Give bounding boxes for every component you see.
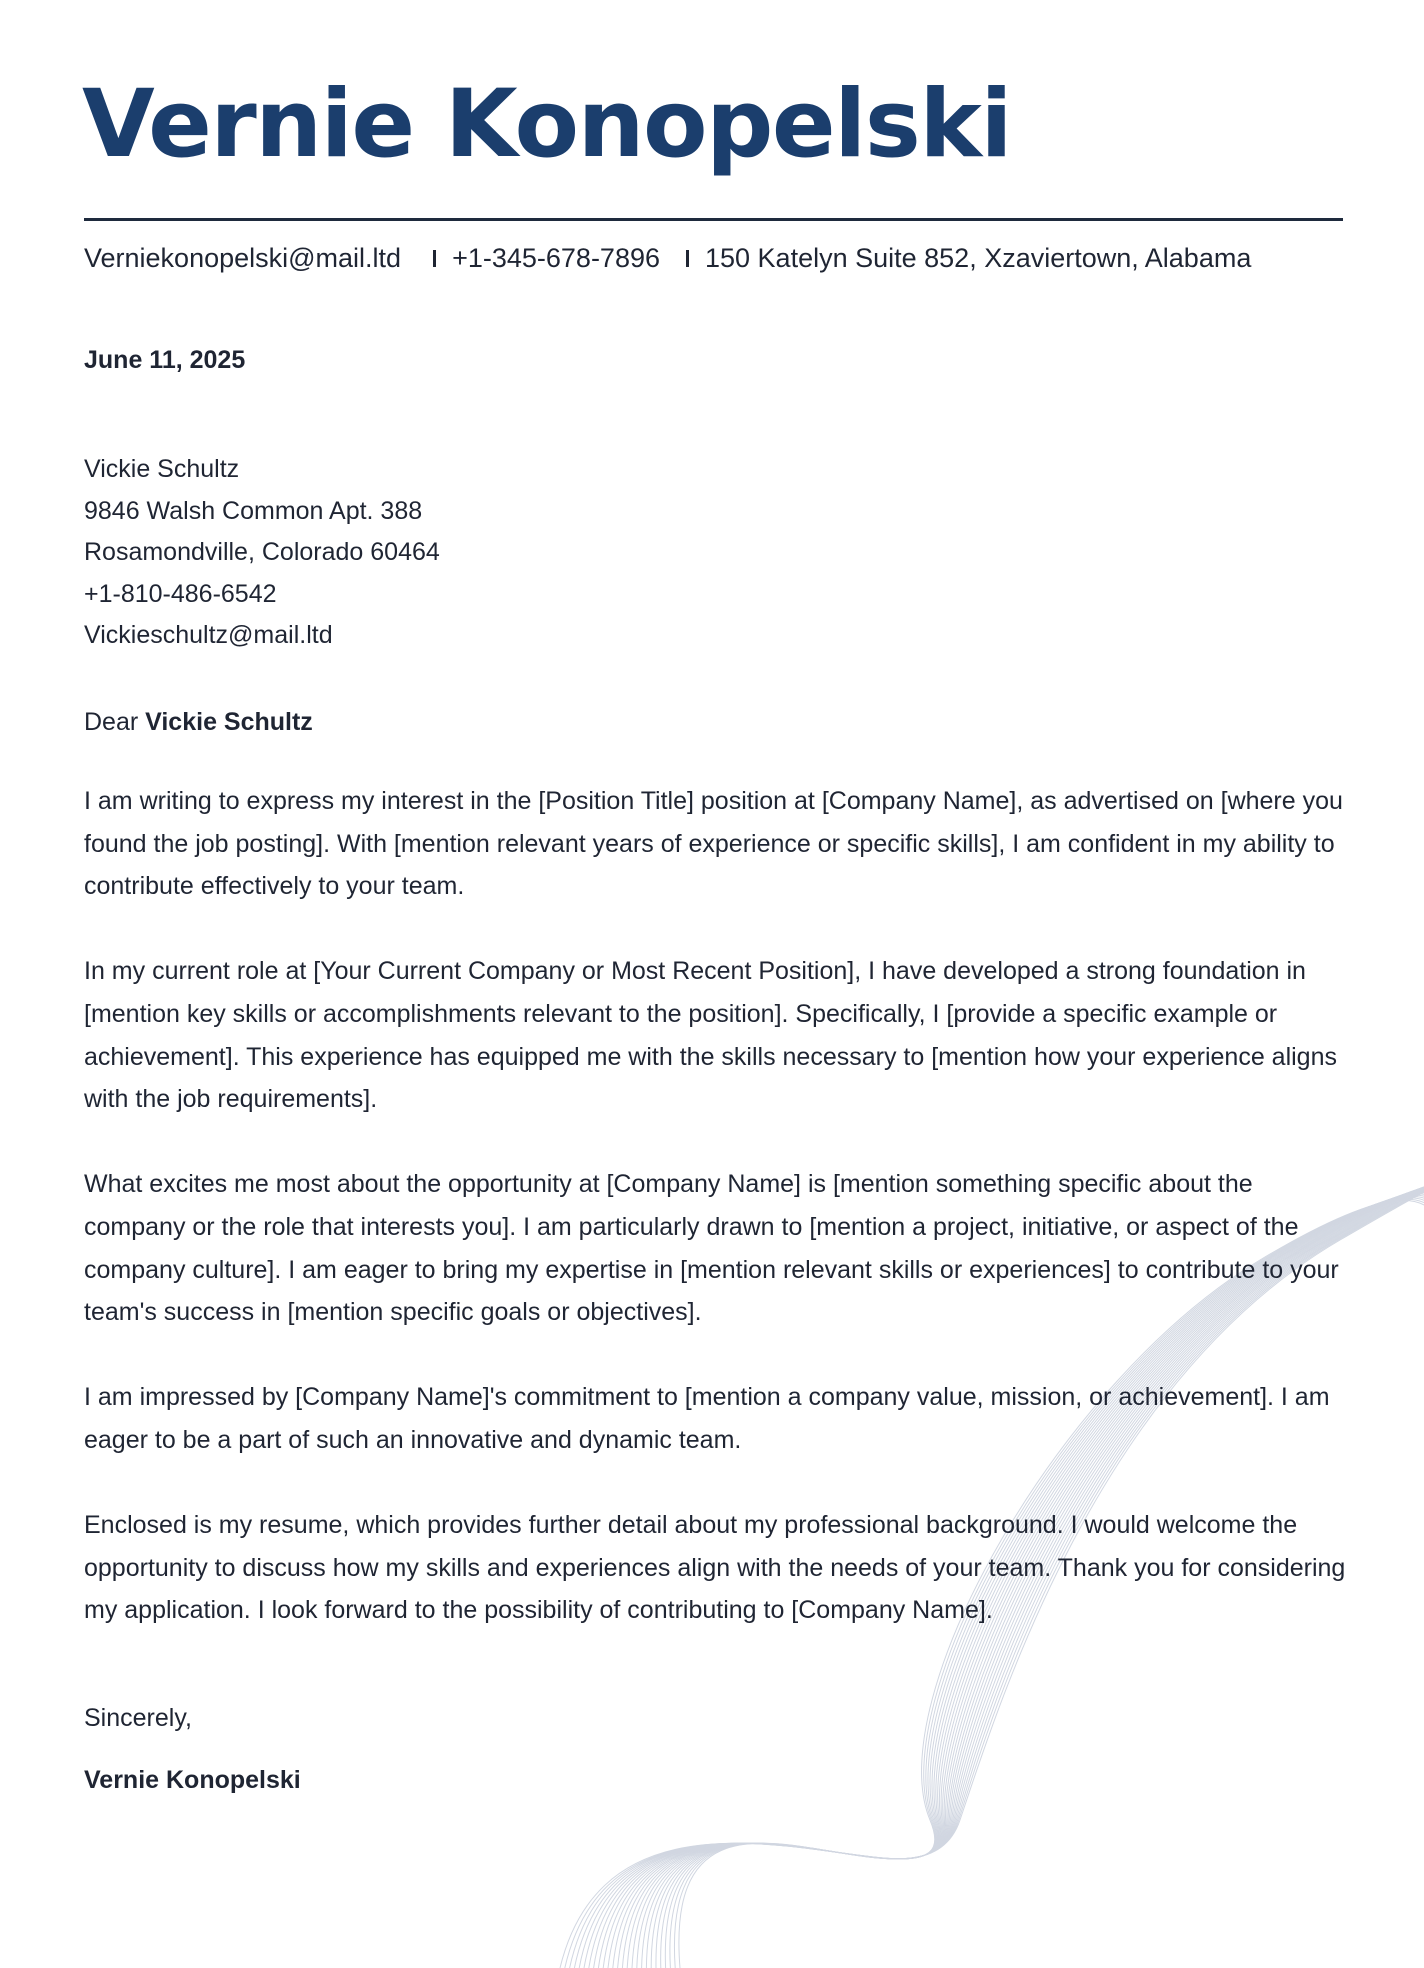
recipient-block [84,449,440,657]
sender-address: 150 Katelyn Suite 852, Xzaviertown, Alabama [705,243,1252,273]
sender-name-heading: Vernie Konopelski [82,70,1012,179]
greeting-salutation: Dear [84,708,139,736]
header-divider [84,218,1343,221]
body-paragraph: I am writing to express my interest in the [Position Title] position at [Company Name], as advertised on [where you found the job posting]. With [mention relevant years of experience or specific skills], I am confident in my ability to contribute effectively to your team. [84,787,1343,901]
recipient-name: Vickie Schultz [84,455,240,483]
body-paragraph: What excites me most about the opportunity at [Company Name] is [mention something specific about the company or the role that interests you]. I am particularly drawn to [mention a project, initiative, or aspect of the company culture]. I am eager to bring my expertise in [mention relevant skills or experiences] to contribute to your team's success in [mention specific goals or objectives]. [84,1170,1339,1327]
body-paragraph: In my current role at [Your Current Company or Most Recent Position], I have developed a strong foundation in [mention key skills or accomplishments relevant to the position]. Specifically, I [provide a specific example or achievement]. This experience has equipped me with the skills necessary to [mention how your experience aligns with the job requirements]. [84,957,1337,1114]
contact-separator [686,250,689,267]
greeting-line [84,708,313,737]
recipient-phone: +1-810-486-6542 [84,579,277,608]
body-paragraph: I am impressed by [Company Name]'s commitment to [mention a company value, mission, or achievement]. I am eager to be a part of such an innovative and dynamic team. [84,1383,1330,1454]
signature-name: Vernie Konopelski [84,1766,301,1794]
letter-date: June 11, 2025 [84,346,246,374]
recipient-email: Vickieschultz@mail.ltd [84,621,333,649]
sender-contact-line [84,243,1251,274]
sender-email: Verniekonopelski@mail.ltd [84,243,402,273]
contact-separator [433,250,436,267]
greeting-recipient-name: Vickie Schultz [145,708,313,736]
sender-phone: +1-345-678-7896 [452,243,660,273]
recipient-street: 9846 Walsh Common Apt. 388 [84,496,423,525]
closing-line: Sincerely, [84,1704,192,1732]
recipient-city: Rosamondville, Colorado 60464 [84,538,440,566]
body-paragraph: Enclosed is my resume, which provides further detail about my professional background. I would welcome the opportunity to discuss how my skills and experiences align with the needs of your team. Thank you for considering my application. I look forward to the possibility of contributing to [Company Name]. [84,1511,1346,1625]
letter-body [84,780,1346,1674]
